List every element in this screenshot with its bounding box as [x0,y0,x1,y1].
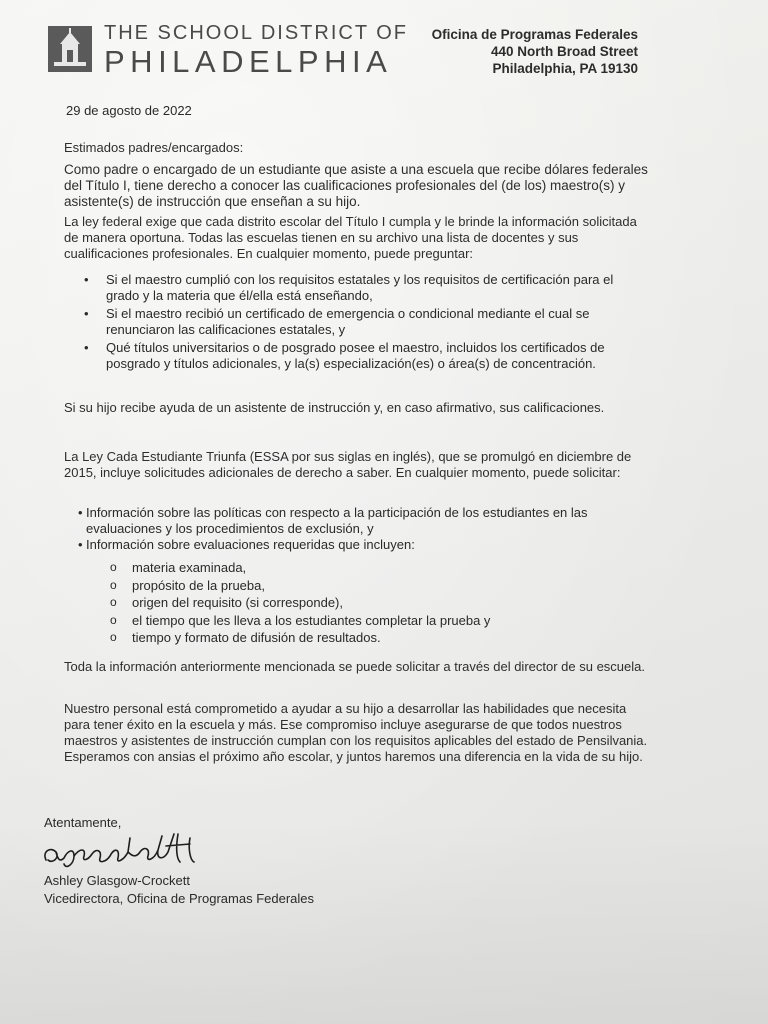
signer-block [44,872,314,908]
letter-date: 29 de agosto de 2022 [66,103,192,118]
list-item: • Qué títulos universitarios o de posgrado posee el maestro, incluidos los certificados de posgrado y títulos adicionales, y la(s) especialización(es) o área(s) de concentración. [84,340,644,372]
paragraph-1: Como padre o encargado de un estudiante que asiste a una escuela que recibe dólares federales del Título I, tiene derecho a conocer las cualificaciones profesionales del (de los) maestro(s) y asistente(s) de instrucción que enseñan a su hijo. [64,162,648,209]
list-item: • Información sobre las políticas con respecto a la participación de los estudiantes en las evaluaciones y los procedimientos de exclusión, y [78,505,638,537]
list-item: o propósito de la prueba, [110,577,630,595]
address-city: Philadelphia, PA 19130 [492,61,638,76]
list-item: o el tiempo que les lleva a los estudiantes completar la prueba y [110,612,630,630]
greeting: Estimados padres/encargados: [64,140,244,155]
district-name-line1: THE SCHOOL DISTRICT OF [104,22,409,44]
signer-title: Vicedirectora, Oficina de Programas Federales [44,891,314,906]
paragraph-5: Toda la información anteriormente mencionada se puede solicitar a través del director de su escuela. [64,659,645,674]
office-name: Oficina de Programas Federales [431,27,638,42]
list-item: o materia examinada, [110,559,630,577]
list-item: o tiempo y formato de difusión de resultados. [110,629,630,647]
handwritten-signature [40,830,220,872]
paragraph-2: La ley federal exige que cada distrito escolar del Título I cumpla y le brinde la información solicitada de manera oportuna. Todas las escuelas tienen en su archivo una lista de docentes y sus cualificaciones profesionales. En cualquier momento, puede preguntar: [64,214,637,261]
address-street: 440 North Broad Street [490,44,638,59]
list-item: • Información sobre evaluaciones requeridas que incluyen: [78,537,638,553]
list-item: • Si el maestro recibió un certificado de emergencia o condicional mediante el cual se renunciaron las calificaciones estatales, y [84,306,644,338]
paragraph-6: Nuestro personal está comprometido a ayudar a su hijo a desarrollar las habilidades que necesita para tener éxito en la escuela y más. Ese compromiso incluye asegurarse de que todos nuestros maestros y asistentes de instrucción cumplan con los requisitos aplicables del estado de Pensilvania. Esperamos con ansias el próximo año escolar, y juntos haremos una diferencia en la vida de su hijo. [64,701,648,764]
closing: Atentamente, [44,815,122,830]
district-name-line2: PHILADELPHIA [104,44,393,79]
district-logo [48,26,92,72]
teacher-qualification-list [84,272,644,374]
paragraph-4: La Ley Cada Estudiante Triunfa (ESSA por sus siglas en inglés), que se promulgó en diciembre de 2015, incluye solicitudes adicionales de derecho a saber. En cualquier momento, puede solicitar: [64,449,632,480]
list-item: • Si el maestro cumplió con los requisitos estatales y los requisitos de certificación para el grado y la materia que él/ella está enseñando, [84,272,644,304]
school-building-icon [48,26,92,72]
essa-request-list [78,505,638,553]
paragraph-3: Si su hijo recibe ayuda de un asistente de instrucción y, en caso afirmativo, sus calificaciones. [64,400,605,415]
list-item: o origen del requisito (si corresponde), [110,594,630,612]
assessment-info-list [110,559,630,647]
signer-name: Ashley Glasgow-Crockett [44,873,190,888]
office-address-block [432,26,638,77]
